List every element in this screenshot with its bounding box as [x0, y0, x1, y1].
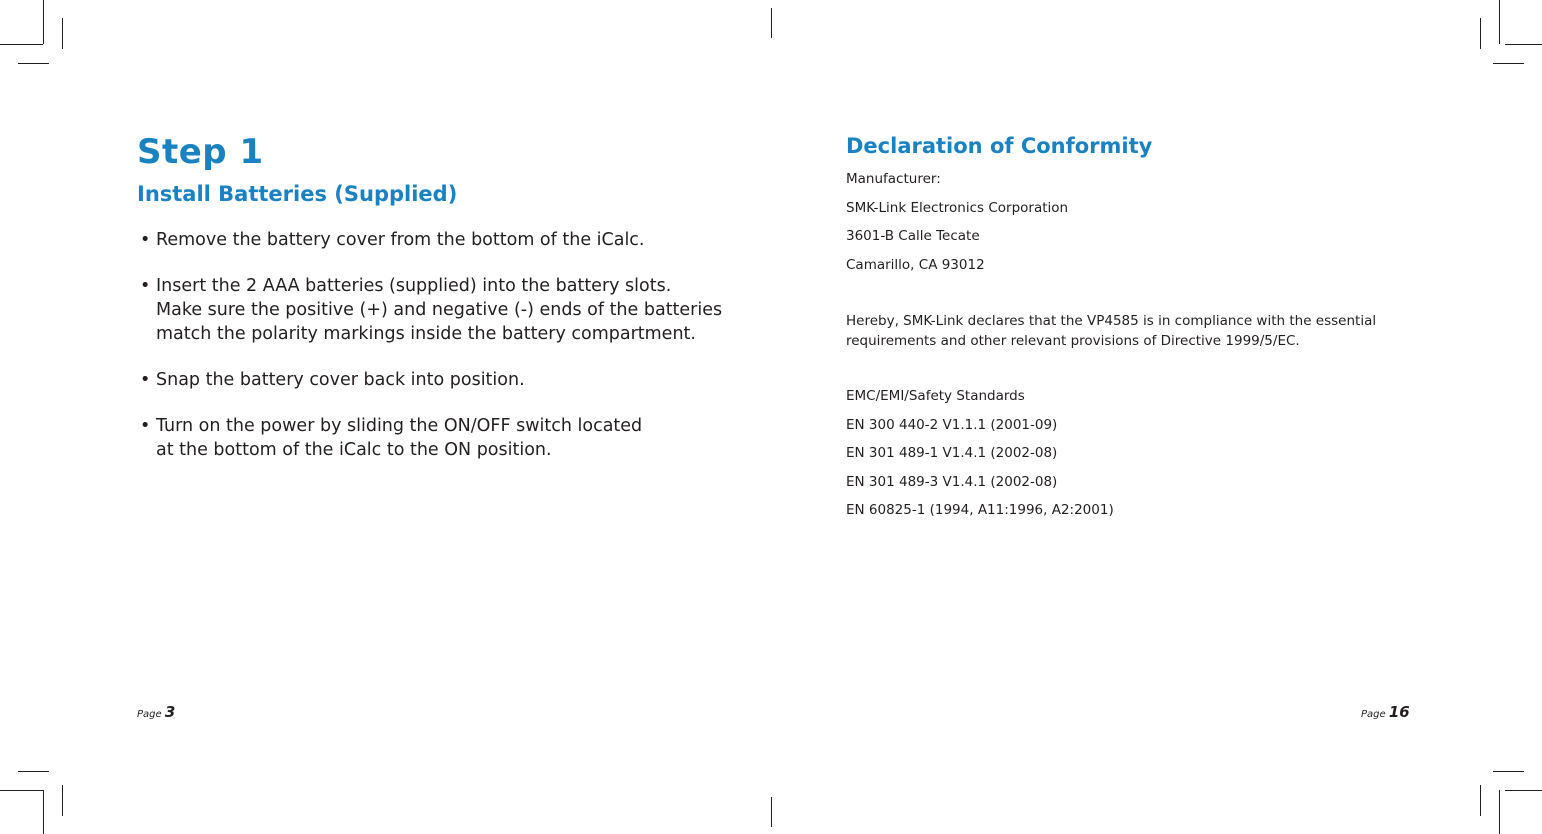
standard-line: EN 60825-1 (1994, A11:1996, A2:2001) [846, 502, 1114, 518]
instruction-text: Insert the 2 AAA batteries (supplied) into the battery slots. [156, 276, 672, 296]
bullet-icon: • [140, 276, 151, 296]
standard-line: EN 301 489-3 V1.4.1 (2002-08) [846, 473, 1058, 490]
declaration-paragraph [846, 311, 1426, 351]
declaration-line: Hereby, SMK-Link declares that the VP4585 is in compliance with the essential [846, 313, 1377, 329]
bullet-icon: • [140, 416, 151, 436]
instruction-text: match the polarity markings inside the battery compartment. [156, 324, 696, 344]
instruction-text: Snap the battery cover back into position. [156, 370, 525, 390]
instruction-text: Turn on the power by sliding the ON/OFF switch located [156, 416, 643, 436]
bullet-icon: • [140, 230, 151, 250]
list-item [140, 368, 740, 392]
list-item [140, 414, 740, 462]
step-subtitle: Install Batteries (Supplied) [137, 182, 458, 206]
manufacturer-block [846, 170, 1068, 284]
page-number [137, 703, 175, 721]
declaration-title: Declaration of Conformity [846, 134, 1153, 158]
standard-line: EN 300 440-2 V1.1.1 (2001-09) [846, 416, 1058, 433]
standards-block [846, 387, 1114, 530]
manufacturer-line: Manufacturer: [846, 171, 941, 187]
page-label: Page [137, 709, 162, 720]
instruction-text: at the bottom of the iCalc to the ON position. [156, 440, 552, 460]
bullet-icon: • [140, 370, 151, 390]
step-title: Step 1 [137, 132, 264, 172]
declaration-line: requirements and other relevant provisions of Directive 1999/5/EC. [846, 333, 1300, 349]
instruction-text: Remove the battery cover from the bottom of the iCalc. [156, 230, 645, 250]
manufacturer-line: SMK-Link Electronics Corporation [846, 199, 1069, 216]
manufacturer-line: 3601-B Calle Tecate [846, 228, 980, 244]
page-number-value: 16 [1388, 703, 1410, 721]
standards-heading: EMC/EMI/Safety Standards [846, 388, 1025, 404]
instruction-text: Make sure the positive (+) and negative (-) ends of the batteries [156, 300, 723, 320]
manufacturer-line: Camarillo, CA 93012 [846, 256, 985, 273]
right-page [771, 0, 1542, 834]
list-item [140, 274, 740, 346]
standard-line: EN 301 489-1 V1.4.1 (2002-08) [846, 445, 1058, 461]
page-number [1361, 703, 1410, 721]
list-item [140, 228, 740, 252]
page-label: Page [1361, 709, 1386, 720]
instruction-list [140, 228, 740, 484]
page-number-value: 3 [164, 703, 176, 721]
